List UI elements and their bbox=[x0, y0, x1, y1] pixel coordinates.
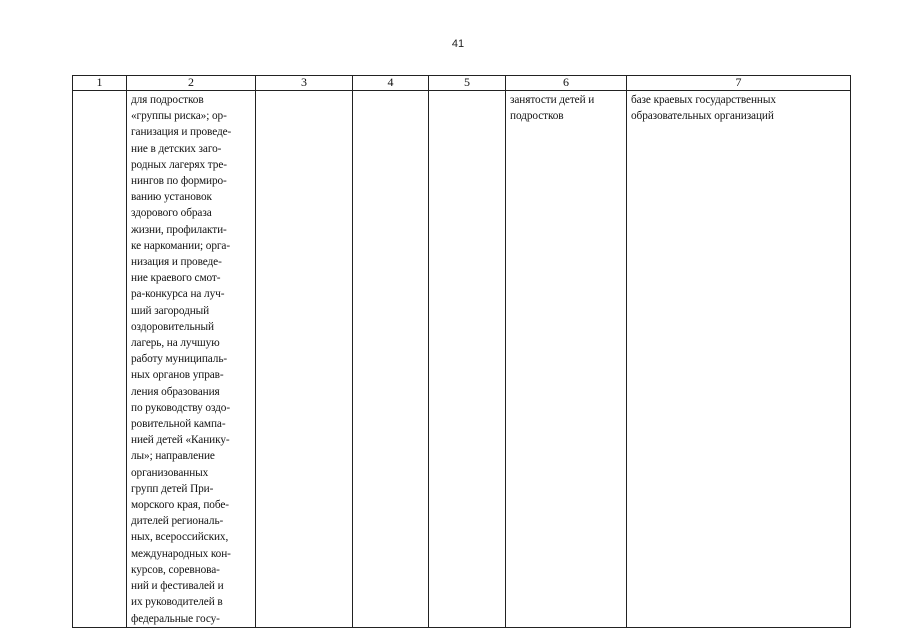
cell-col-4-text bbox=[353, 91, 428, 92]
column-header-7: 7 bbox=[627, 76, 851, 91]
cell-col-2 bbox=[127, 91, 256, 628]
cell-col-5 bbox=[429, 91, 506, 628]
column-header-6: 6 bbox=[506, 76, 627, 91]
cell-col-3 bbox=[256, 91, 353, 628]
table-row bbox=[73, 91, 851, 628]
cell-col-6-text: занятости детей и подростков bbox=[510, 94, 595, 123]
cell-col-2-text: для подростков «группы риска»; ор- ганизация и проведе- ние в детских заго- родных лагерях тре- нингов по формиро- ванию установок здорового образа жизни, профилакти- ке наркомании; орга- низация и проведе- ние краевого смот- ра-конкурса на луч- ший загородный оздоровительный лагерь, на лучшую работу муниципаль- ных органов управ- ления образования по руководству оздо- ровительной кампа- нией детей «Канику- лы»; направление организованных групп детей При- морского края, побе- дителей региональ- ных, всероссийских, международных кон- курсов, соревнова- ний и фестивалей и их руководителей в федеральные госу- bbox=[131, 94, 232, 625]
column-header-4: 4 bbox=[353, 76, 429, 91]
page-number: 41 bbox=[451, 38, 465, 50]
cell-col-3-text bbox=[256, 91, 352, 92]
cell-col-5-text bbox=[429, 91, 505, 92]
column-header-1: 1 bbox=[73, 76, 127, 91]
column-header-2: 2 bbox=[127, 76, 256, 91]
cell-col-4 bbox=[353, 91, 429, 628]
cell-col-7 bbox=[627, 91, 851, 628]
column-header-5: 5 bbox=[429, 76, 506, 91]
column-header-3: 3 bbox=[256, 76, 353, 91]
table-header-row bbox=[73, 76, 851, 91]
cell-col-7-text: базе краевых государственных образовательных организаций bbox=[631, 94, 776, 123]
cell-col-1 bbox=[73, 91, 127, 628]
cell-col-6 bbox=[506, 91, 627, 628]
cell-col-1-text bbox=[73, 91, 126, 92]
document-table bbox=[72, 75, 851, 628]
